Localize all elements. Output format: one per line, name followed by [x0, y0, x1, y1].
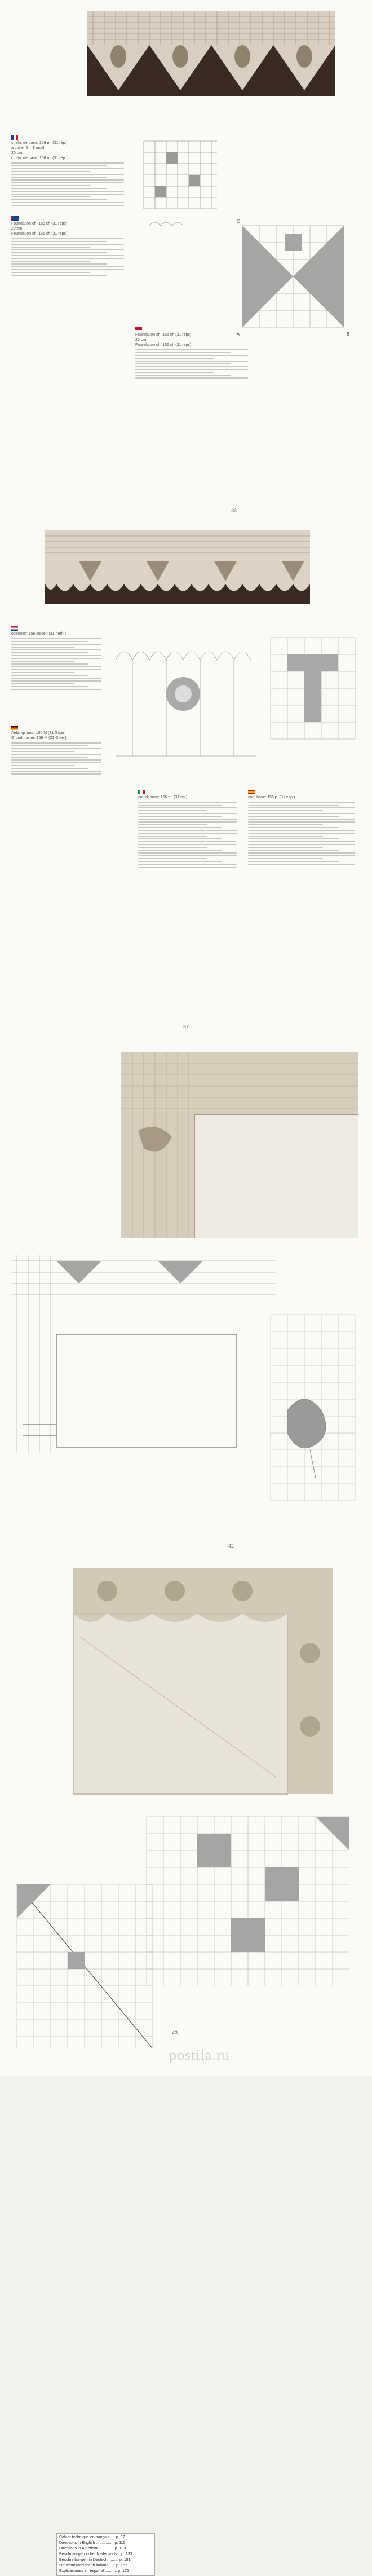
text-col-it: [138, 790, 237, 869]
watermark-brand: postila: [169, 2047, 212, 2063]
fr-flag-icon: [11, 135, 18, 140]
page-37: [0, 519, 372, 1038]
fr-line-2: aiguille: 5 = 1 motif: [11, 146, 45, 150]
index-item: Beschrijvingen in het Nederlands .. p. 133: [59, 2552, 132, 2556]
edging-chart-p37: [110, 626, 262, 773]
page-43: [0, 1557, 372, 2076]
text-col-left: [11, 626, 101, 776]
es-line-1: cad. base: 156 p. (31 esp.): [248, 795, 295, 799]
page-36: [0, 0, 372, 519]
es-flag-icon: [248, 790, 255, 794]
page-number: 42: [228, 1543, 234, 1549]
watermark-logo: [169, 2047, 230, 2064]
corner-border-chart-p43: [135, 1794, 361, 1997]
de-line-1: Anfangsmaß: 156 M (31 Gitter): [11, 731, 66, 735]
crochet-chart-p36: [132, 135, 228, 276]
text-col-right: [135, 327, 248, 380]
it-line-1: cat. di base: 156 m. (31 rip.): [138, 795, 188, 799]
corner-chart-p42: [11, 1255, 276, 1453]
fr-line-1: chaîn. de base: 156 m. (31 rép.): [11, 141, 68, 145]
tablecloth-corner-photo: [121, 1052, 358, 1238]
lace-edging-photo: [87, 11, 335, 96]
nl-line-1: opzetten: 156 lossen (31 herh.): [11, 632, 66, 636]
us-line-2: 20 cm: [135, 338, 147, 342]
uk-flag-icon: [11, 216, 19, 221]
index-item: Directions in English ................ p. 115: [59, 2541, 126, 2545]
diagonal-chart-p43: [6, 1873, 163, 2059]
label-b: B: [347, 332, 350, 337]
index-item: Directions in American ............. p. 133: [59, 2547, 126, 2551]
language-index-box: [56, 2533, 155, 2576]
lace-edging-photo: [45, 530, 310, 604]
fr-line-4: chaîn. de base: 156 m. (31 rép.): [11, 156, 68, 160]
de-flag-icon: [11, 726, 18, 730]
text-col-left: [11, 135, 124, 278]
us-line-1: Foundation ch: 156 ch (31 reps): [135, 333, 192, 337]
nl-flag-icon: [11, 626, 18, 631]
de-line-2: Grundmuster: 156 M (31 Gitter): [11, 736, 67, 740]
filet-chart-p36: [231, 135, 355, 384]
label-a: A: [237, 332, 240, 337]
motif-chart-p42: [265, 1309, 361, 1512]
index-item: Beschreibungen in Deutsch ......... p. 151: [59, 2558, 131, 2562]
uk-line-1: Foundation ch: 156 ch (31 reps): [11, 222, 68, 226]
index-item: Istruzioni tecniche in italiano ..... p. 157: [59, 2564, 127, 2568]
label-c: C: [237, 219, 240, 224]
text-col-es: [248, 790, 355, 867]
us-flag-icon: [135, 327, 142, 332]
uk-line-3: Foundation ch: 156 ch (31 reps): [11, 232, 68, 236]
us-line-3: Foundation ch: 156 ch (31 reps): [135, 343, 192, 347]
page-number: 36: [231, 508, 237, 513]
tablecloth-photo: [73, 1568, 333, 1794]
page-number: 37: [183, 1024, 189, 1030]
grid-chart-p37: [265, 626, 361, 795]
uk-line-2: 20 cm: [11, 227, 23, 231]
index-item: Cahier technique en français .... p. 97: [59, 2535, 125, 2539]
page-number: 43: [172, 2030, 178, 2036]
watermark-tld: .ru: [212, 2047, 230, 2063]
it-flag-icon: [138, 790, 145, 794]
fr-line-3: 20 cm: [11, 151, 23, 155]
index-item: Explicaciones en español ........... p. 175: [59, 2569, 129, 2573]
